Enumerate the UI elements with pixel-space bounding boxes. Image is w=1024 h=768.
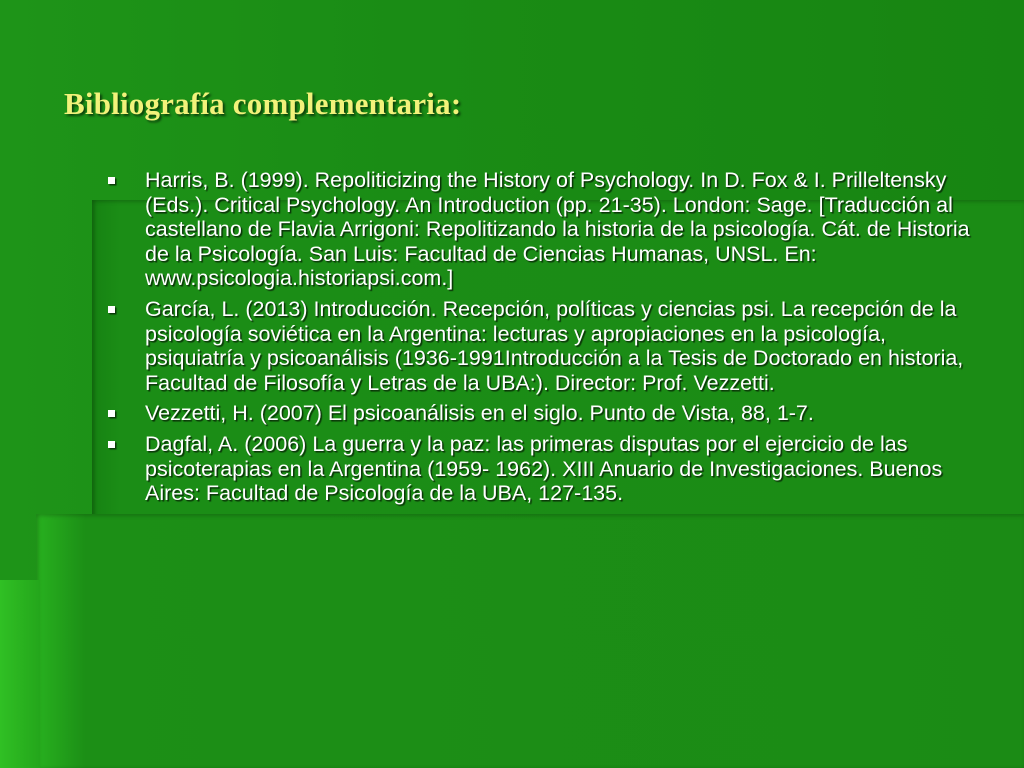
list-item [108, 297, 988, 395]
reference-text: Harris, B. (1999). Repoliticizing the History of Psychology. In D. Fox & I. Prilleltensky (Eds.). Critical Psychology. An Introduction (pp. 21-35). London: Sage. [Traducción al castellano de Flavia Arrigoni: Repolitizando la historia de la psicología. Cát. de Historia de la Psicología. San Luis: Facultad de Ciencias Humanas, UNSL. En: www.psicologia.historiapsi.com.] [145, 168, 970, 291]
square-bullet-icon [108, 306, 115, 313]
square-bullet-icon [108, 410, 115, 417]
list-item [108, 168, 988, 291]
list-item [108, 432, 988, 506]
bibliography-list [108, 168, 988, 512]
list-item [108, 401, 988, 426]
reference-text: Dagfal, A. (2006) La guerra y la paz: las primeras disputas por el ejercicio de las psicoterapias en la Argentina (1959- 1962). XIII Anuario de Investigaciones. Buenos Aires: Facultad de Psicología de la UBA, 127-135. [145, 431, 943, 506]
decorative-panel [36, 514, 1024, 768]
decorative-panel [0, 580, 40, 768]
reference-text: García, L. (2013) Introducción. Recepción, políticas y ciencias psi. La recepción de la psicología soviética en la Argentina: lecturas y apropiaciones en la psicología, psiquiatría y psicoanálisis (1936-1991Introducción a la Tesis de Doctorado en historia, Facultad de Filosofía y Letras de la UBA:). Director: Prof. Vezzetti. [145, 296, 964, 395]
square-bullet-icon [108, 177, 115, 184]
reference-text: Vezzetti, H. (2007) El psicoanálisis en el siglo. Punto de Vista, 88, 1-7. [145, 401, 814, 426]
square-bullet-icon [108, 441, 115, 448]
slide-title: Bibliografía complementaria: [64, 86, 462, 121]
